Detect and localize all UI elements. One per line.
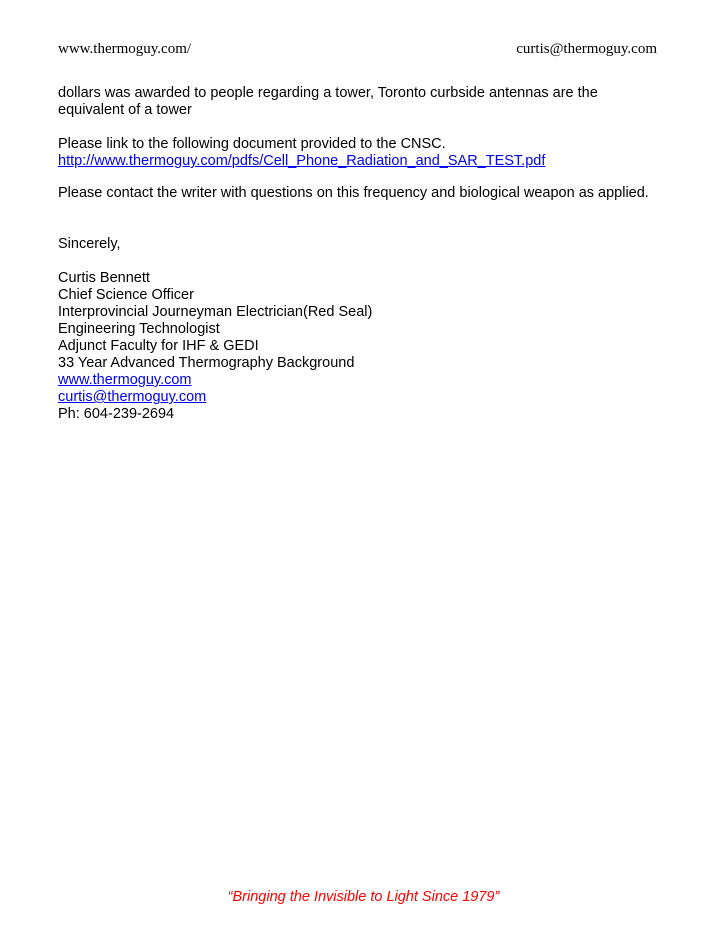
signature-title: Chief Science Officer bbox=[58, 287, 194, 303]
signature-credential: 33 Year Advanced Thermography Background bbox=[58, 355, 355, 371]
paragraph-contact bbox=[58, 185, 658, 202]
signature-credential: Interprovincial Journeyman Electrician(Red Seal) bbox=[58, 304, 373, 320]
signature-website-link[interactable]: www.thermoguy.com bbox=[58, 372, 192, 388]
closing-salutation: Sincerely, bbox=[58, 236, 121, 252]
signature-phone: Ph: 604-239-2694 bbox=[58, 406, 175, 422]
sar-test-pdf-link[interactable]: http://www.thermoguy.com/pdfs/Cell_Phone_Radiation_and_SAR_TEST.pdf bbox=[58, 153, 546, 169]
signature-email-link[interactable]: curtis@thermoguy.com bbox=[58, 389, 207, 405]
header-email: curtis@thermoguy.com bbox=[516, 41, 657, 57]
paragraph-line: dollars was awarded to people regarding a tower, Toronto curbside antennas are the bbox=[58, 85, 598, 101]
letter-body bbox=[58, 85, 658, 423]
paragraph-document-link bbox=[58, 136, 658, 170]
paragraph-line: Please link to the following document provided to the CNSC. bbox=[58, 136, 446, 152]
signature-name: Curtis Bennett bbox=[58, 270, 150, 286]
paragraph-line: equivalent of a tower bbox=[58, 102, 192, 118]
signature-credential: Engineering Technologist bbox=[58, 321, 220, 337]
header-website: www.thermoguy.com/ bbox=[58, 41, 192, 57]
page-header bbox=[58, 41, 657, 61]
signature-credential: Adjunct Faculty for IHF & GEDI bbox=[58, 338, 259, 354]
signature-block bbox=[58, 270, 658, 423]
paragraph-line: Please contact the writer with questions on this frequency and biological weapon as applied. bbox=[58, 185, 649, 201]
paragraph-tower-settlement bbox=[58, 85, 658, 119]
footer-tagline: “Bringing the Invisible to Light Since 1979” bbox=[227, 889, 500, 905]
